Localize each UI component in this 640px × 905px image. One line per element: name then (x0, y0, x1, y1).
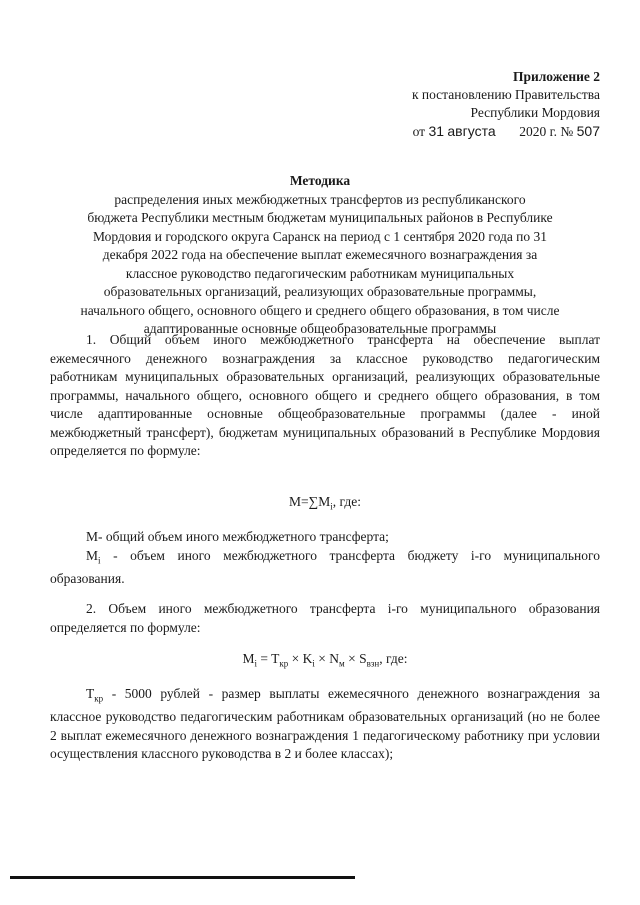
date-day: 31 (428, 123, 445, 139)
formula-1: $M=\sum M_i$, где: (289, 494, 361, 512)
appendix-line-2: Республики Мордовия (470, 105, 600, 120)
formula-2: $M_i = T_{кр} \times K_i \times N_м \times S_{взн}$, где: (242, 651, 408, 669)
document-heading (40, 172, 600, 339)
subtitle-line: Мордовия и городского округа Саранск на период с 1 сентября 2020 года по 31 (92, 228, 548, 244)
document-title: Методика (289, 173, 351, 188)
scan-edge-line (10, 876, 355, 879)
paragraph-1: 1. Общий объем иного межбюджетного трансферта на обеспечение выплат ежемесячного денежного вознаграждения за классное руководство педагогическим работникам муниципальных образовательных организаций, реализующих образовательные программы, начального общего, основного общего и среднего общего образования, в том числе адаптированные основные общеобразовательные программы (далее - иной межбюджетный трансферт), бюджетам муниципальных образований в Республике Мордовия определяется по формуле: (50, 332, 600, 458)
appendix-block (350, 68, 600, 141)
date-prefix: от (412, 124, 426, 139)
subtitle-line: декабря 2022 года на обеспечение выплат ежемесячного вознаграждения за (102, 247, 538, 262)
definition-t: $T_{кр} - 5000$ рублей - размер выплаты ежемесячного денежного вознаграждения за классное руководство педагогическим работникам образовательных организаций (но не более 2 выплат ежемесячного денежного вознаграждения 1 педагогическому работнику при условии осуществления классного руководства в 2 и более классах); (50, 686, 600, 762)
definition-m: М- общий объем иного межбюджетного трансферта; (86, 529, 389, 544)
subtitle-line: бюджета Республики местным бюджетам муниципальных районов в Республике (87, 210, 553, 225)
subtitle-line: начального общего, основного общего и среднего общего образования, в том числе (80, 302, 560, 318)
appendix-line-1: к постановлению Правительства (411, 87, 600, 102)
appendix-title: Приложение 2 (512, 69, 600, 84)
document-number: 507 (576, 123, 600, 139)
subtitle-line: образовательных организаций, реализующих образовательные программы, (103, 284, 537, 299)
date-year: 2020 г. № (519, 124, 574, 139)
paragraph-2: 2. Объем иного межбюджетного трансферта i-го муниципального образования определяется по формуле: (50, 601, 600, 635)
subtitle-line: адаптированные основные общеобразовательные программы (143, 321, 497, 336)
appendix-date-line (350, 122, 600, 141)
subtitle-line: распределения иных межбюджетных трансфертов из республиканского (114, 191, 526, 207)
subtitle-line: классное руководство педагогическим работникам муниципальных (125, 265, 515, 281)
definition-mi: $M_i$ - объем иного межбюджетного трансферта бюджету i-го муниципального образования. (50, 548, 600, 587)
date-month: августа (447, 123, 496, 139)
